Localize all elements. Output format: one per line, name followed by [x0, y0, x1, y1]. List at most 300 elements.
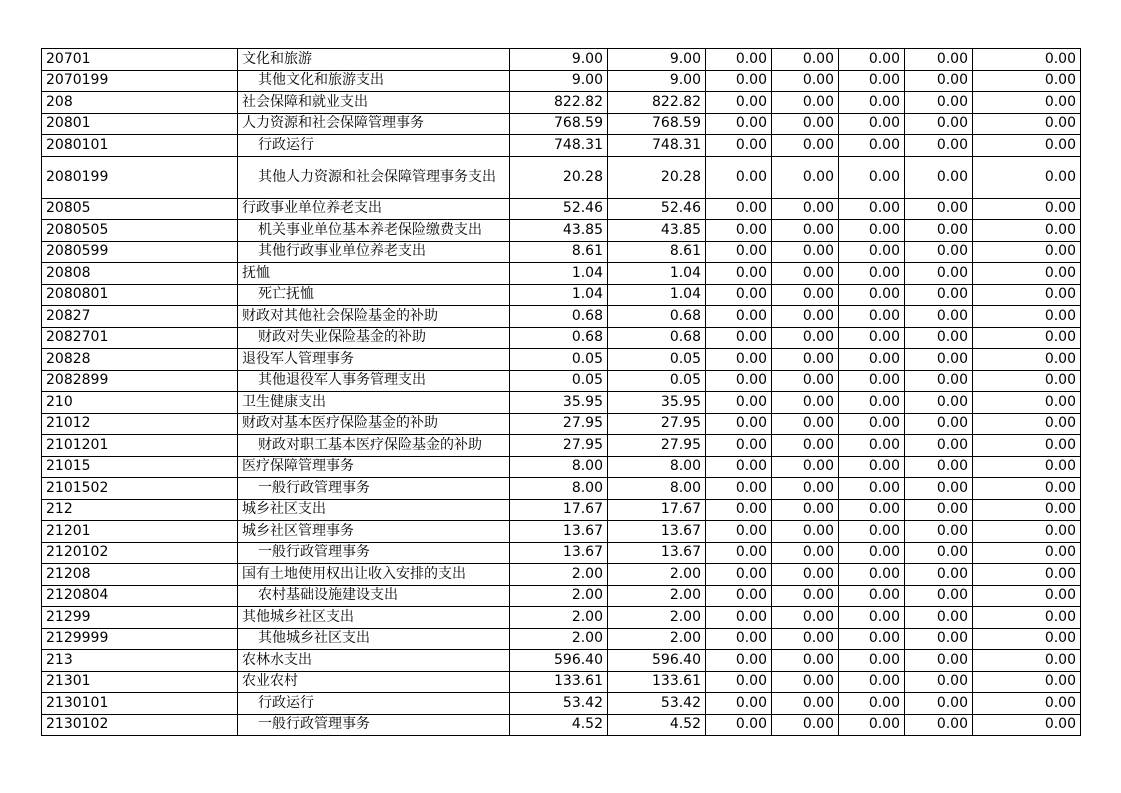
amount-cell: 52.46: [510, 198, 608, 220]
amount-cell: 8.00: [608, 478, 706, 500]
subject-code-cell: 2080801: [42, 284, 238, 306]
amount-cell: 4.52: [510, 714, 608, 736]
amount-cell: 0.00: [706, 327, 772, 349]
amount-cell: 133.61: [510, 671, 608, 693]
amount-cell: 0.00: [905, 542, 973, 564]
amount-cell: 0.00: [706, 135, 772, 157]
amount-cell: 27.95: [608, 435, 706, 457]
table-row: [42, 92, 1081, 114]
amount-cell: 0.00: [839, 92, 905, 114]
amount-cell: 4.52: [608, 714, 706, 736]
amount-cell: 8.61: [608, 241, 706, 263]
subject-name-cell: 行政运行: [238, 135, 510, 157]
amount-cell: 0.00: [905, 306, 973, 328]
subject-code-cell: 2080505: [42, 220, 238, 242]
subject-code-cell: 2070199: [42, 70, 238, 92]
amount-cell: 0.00: [706, 306, 772, 328]
subject-code-cell: 2101502: [42, 478, 238, 500]
amount-cell: 0.00: [706, 456, 772, 478]
subject-code-cell: 20828: [42, 349, 238, 371]
subject-code-cell: 20701: [42, 49, 238, 71]
amount-cell: 27.95: [608, 413, 706, 435]
amount-cell: 0.00: [772, 628, 839, 650]
amount-cell: 9.00: [608, 70, 706, 92]
amount-cell: 0.00: [706, 607, 772, 629]
subject-code-cell: 21012: [42, 413, 238, 435]
amount-cell: 0.00: [839, 585, 905, 607]
amount-cell: 0.00: [905, 413, 973, 435]
table-row: [42, 49, 1081, 71]
amount-cell: 0.05: [510, 349, 608, 371]
table-row: [42, 499, 1081, 521]
table-row: [42, 113, 1081, 135]
amount-cell: 0.00: [839, 220, 905, 242]
amount-cell: 0.00: [905, 693, 973, 715]
amount-cell: 0.00: [973, 499, 1081, 521]
subject-name-cell: 一般行政管理事务: [238, 478, 510, 500]
amount-cell: 0.00: [706, 49, 772, 71]
table-row: [42, 456, 1081, 478]
subject-name-cell: 财政对失业保险基金的补助: [238, 327, 510, 349]
table-row: [42, 349, 1081, 371]
budget-table-body: [42, 49, 1081, 736]
subject-name-cell: 卫生健康支出: [238, 392, 510, 414]
amount-cell: 0.00: [973, 156, 1081, 198]
amount-cell: 17.67: [608, 499, 706, 521]
amount-cell: 822.82: [510, 92, 608, 114]
amount-cell: 0.00: [973, 456, 1081, 478]
amount-cell: 2.00: [608, 607, 706, 629]
amount-cell: 0.00: [706, 671, 772, 693]
table-row: [42, 413, 1081, 435]
amount-cell: 0.00: [839, 284, 905, 306]
amount-cell: 0.00: [706, 284, 772, 306]
amount-cell: 9.00: [510, 49, 608, 71]
table-row: [42, 478, 1081, 500]
subject-name-cell: 行政事业单位养老支出: [238, 198, 510, 220]
amount-cell: 0.00: [973, 478, 1081, 500]
subject-code-cell: 21301: [42, 671, 238, 693]
amount-cell: 27.95: [510, 435, 608, 457]
amount-cell: 0.00: [772, 113, 839, 135]
amount-cell: 0.00: [706, 370, 772, 392]
table-row: [42, 671, 1081, 693]
table-row: [42, 435, 1081, 457]
amount-cell: 0.00: [772, 49, 839, 71]
amount-cell: 17.67: [510, 499, 608, 521]
amount-cell: 0.00: [839, 156, 905, 198]
amount-cell: 0.00: [839, 263, 905, 285]
amount-cell: 0.00: [973, 542, 1081, 564]
amount-cell: 0.00: [772, 263, 839, 285]
subject-code-cell: 2130101: [42, 693, 238, 715]
amount-cell: 596.40: [608, 650, 706, 672]
amount-cell: 0.00: [839, 693, 905, 715]
subject-code-cell: 2082701: [42, 327, 238, 349]
amount-cell: 0.00: [706, 70, 772, 92]
amount-cell: 0.00: [772, 607, 839, 629]
amount-cell: 0.00: [973, 198, 1081, 220]
amount-cell: 0.00: [839, 542, 905, 564]
amount-cell: 35.95: [510, 392, 608, 414]
table-row: [42, 241, 1081, 263]
amount-cell: 8.00: [510, 456, 608, 478]
amount-cell: 0.00: [706, 349, 772, 371]
amount-cell: 0.00: [905, 349, 973, 371]
table-row: [42, 607, 1081, 629]
amount-cell: 0.00: [973, 113, 1081, 135]
subject-name-cell: 国有土地使用权出让收入安排的支出: [238, 564, 510, 586]
table-row: [42, 370, 1081, 392]
amount-cell: 2.00: [510, 564, 608, 586]
amount-cell: 0.00: [772, 135, 839, 157]
amount-cell: 0.00: [839, 198, 905, 220]
amount-cell: 0.00: [839, 413, 905, 435]
amount-cell: 0.05: [510, 370, 608, 392]
amount-cell: 0.00: [839, 49, 905, 71]
subject-code-cell: 2120804: [42, 585, 238, 607]
amount-cell: 0.00: [706, 693, 772, 715]
amount-cell: 13.67: [608, 521, 706, 543]
amount-cell: 822.82: [608, 92, 706, 114]
amount-cell: 0.00: [706, 650, 772, 672]
subject-name-cell: 财政对基本医疗保险基金的补助: [238, 413, 510, 435]
subject-code-cell: 2101201: [42, 435, 238, 457]
amount-cell: 748.31: [608, 135, 706, 157]
amount-cell: 0.00: [973, 607, 1081, 629]
subject-name-cell: 死亡抚恤: [238, 284, 510, 306]
subject-name-cell: 机关事业单位基本养老保险缴费支出: [238, 220, 510, 242]
amount-cell: 0.00: [706, 198, 772, 220]
amount-cell: 0.00: [706, 413, 772, 435]
subject-code-cell: 20827: [42, 306, 238, 328]
amount-cell: 0.00: [973, 585, 1081, 607]
amount-cell: 2.00: [510, 585, 608, 607]
subject-code-cell: 2120102: [42, 542, 238, 564]
amount-cell: 20.28: [510, 156, 608, 198]
amount-cell: 0.00: [905, 650, 973, 672]
amount-cell: 0.00: [772, 435, 839, 457]
table-row: [42, 585, 1081, 607]
amount-cell: 0.00: [839, 113, 905, 135]
subject-name-cell: 退役军人管理事务: [238, 349, 510, 371]
amount-cell: 0.00: [905, 607, 973, 629]
amount-cell: 0.00: [772, 542, 839, 564]
amount-cell: 0.00: [839, 478, 905, 500]
amount-cell: 0.00: [839, 650, 905, 672]
table-row: [42, 284, 1081, 306]
amount-cell: 20.28: [608, 156, 706, 198]
amount-cell: 0.00: [839, 392, 905, 414]
amount-cell: 0.00: [973, 49, 1081, 71]
amount-cell: 0.00: [839, 671, 905, 693]
amount-cell: 0.00: [905, 220, 973, 242]
subject-code-cell: 2129999: [42, 628, 238, 650]
subject-name-cell: 其他行政事业单位养老支出: [238, 241, 510, 263]
amount-cell: 1.04: [608, 263, 706, 285]
amount-cell: 0.00: [905, 714, 973, 736]
amount-cell: 0.00: [905, 241, 973, 263]
amount-cell: 0.00: [772, 70, 839, 92]
amount-cell: 0.00: [772, 198, 839, 220]
subject-name-cell: 其他人力资源和社会保障管理事务支出: [238, 156, 510, 198]
amount-cell: 0.00: [973, 521, 1081, 543]
table-row: [42, 392, 1081, 414]
subject-code-cell: 20808: [42, 263, 238, 285]
amount-cell: 0.00: [973, 306, 1081, 328]
subject-code-cell: 210: [42, 392, 238, 414]
amount-cell: 0.00: [905, 585, 973, 607]
amount-cell: 0.00: [905, 671, 973, 693]
amount-cell: 0.00: [706, 478, 772, 500]
amount-cell: 53.42: [608, 693, 706, 715]
subject-name-cell: 城乡社区管理事务: [238, 521, 510, 543]
amount-cell: 0.68: [608, 306, 706, 328]
amount-cell: 0.05: [608, 370, 706, 392]
amount-cell: 0.00: [905, 370, 973, 392]
amount-cell: 9.00: [608, 49, 706, 71]
amount-cell: 0.00: [973, 327, 1081, 349]
amount-cell: 0.05: [608, 349, 706, 371]
amount-cell: 0.00: [706, 714, 772, 736]
amount-cell: 0.00: [973, 714, 1081, 736]
amount-cell: 0.68: [608, 327, 706, 349]
amount-cell: 0.00: [706, 156, 772, 198]
subject-name-cell: 其他城乡社区支出: [238, 607, 510, 629]
subject-code-cell: 2080599: [42, 241, 238, 263]
amount-cell: 0.00: [973, 370, 1081, 392]
amount-cell: 35.95: [608, 392, 706, 414]
subject-code-cell: 2130102: [42, 714, 238, 736]
amount-cell: 0.00: [973, 92, 1081, 114]
amount-cell: 0.00: [772, 284, 839, 306]
amount-cell: 0.00: [973, 628, 1081, 650]
table-row: [42, 70, 1081, 92]
amount-cell: 0.00: [772, 241, 839, 263]
amount-cell: 0.00: [772, 220, 839, 242]
table-row: [42, 628, 1081, 650]
amount-cell: 0.00: [772, 413, 839, 435]
subject-name-cell: 行政运行: [238, 693, 510, 715]
amount-cell: 0.00: [905, 456, 973, 478]
amount-cell: 0.00: [772, 650, 839, 672]
amount-cell: 0.00: [905, 156, 973, 198]
table-row: [42, 693, 1081, 715]
table-row: [42, 564, 1081, 586]
amount-cell: 0.00: [839, 435, 905, 457]
amount-cell: 0.00: [839, 327, 905, 349]
amount-cell: 0.00: [772, 349, 839, 371]
amount-cell: 0.00: [706, 392, 772, 414]
amount-cell: 0.00: [905, 564, 973, 586]
amount-cell: 0.00: [772, 306, 839, 328]
amount-cell: 2.00: [510, 607, 608, 629]
amount-cell: 0.00: [905, 70, 973, 92]
amount-cell: 0.00: [905, 263, 973, 285]
amount-cell: 0.00: [706, 220, 772, 242]
amount-cell: 768.59: [608, 113, 706, 135]
subject-name-cell: 其他文化和旅游支出: [238, 70, 510, 92]
amount-cell: 133.61: [608, 671, 706, 693]
amount-cell: 0.00: [706, 113, 772, 135]
amount-cell: 0.00: [905, 521, 973, 543]
amount-cell: 0.00: [772, 478, 839, 500]
amount-cell: 0.00: [839, 456, 905, 478]
subject-code-cell: 20801: [42, 113, 238, 135]
subject-code-cell: 208: [42, 92, 238, 114]
amount-cell: 0.00: [973, 650, 1081, 672]
amount-cell: 0.00: [706, 499, 772, 521]
amount-cell: 0.68: [510, 327, 608, 349]
subject-name-cell: 城乡社区支出: [238, 499, 510, 521]
table-row: [42, 306, 1081, 328]
amount-cell: 2.00: [510, 628, 608, 650]
table-row: [42, 650, 1081, 672]
amount-cell: 0.00: [772, 564, 839, 586]
amount-cell: 0.00: [973, 284, 1081, 306]
amount-cell: 0.00: [839, 607, 905, 629]
subject-name-cell: 一般行政管理事务: [238, 714, 510, 736]
table-row: [42, 135, 1081, 157]
amount-cell: 0.00: [772, 521, 839, 543]
amount-cell: 0.00: [905, 435, 973, 457]
table-row: [42, 327, 1081, 349]
amount-cell: 0.00: [706, 435, 772, 457]
amount-cell: 0.00: [973, 671, 1081, 693]
amount-cell: 27.95: [510, 413, 608, 435]
amount-cell: 0.00: [839, 628, 905, 650]
amount-cell: 0.00: [973, 263, 1081, 285]
amount-cell: 0.00: [839, 70, 905, 92]
subject-name-cell: 抚恤: [238, 263, 510, 285]
amount-cell: 13.67: [510, 521, 608, 543]
amount-cell: 0.00: [839, 306, 905, 328]
amount-cell: 596.40: [510, 650, 608, 672]
amount-cell: 53.42: [510, 693, 608, 715]
amount-cell: 0.00: [839, 564, 905, 586]
amount-cell: 8.00: [608, 456, 706, 478]
subject-name-cell: 农业农村: [238, 671, 510, 693]
amount-cell: 43.85: [510, 220, 608, 242]
amount-cell: 768.59: [510, 113, 608, 135]
subject-code-cell: 2080199: [42, 156, 238, 198]
amount-cell: 0.00: [905, 92, 973, 114]
amount-cell: 0.00: [905, 284, 973, 306]
amount-cell: 0.00: [973, 564, 1081, 586]
amount-cell: 43.85: [608, 220, 706, 242]
amount-cell: 0.00: [706, 628, 772, 650]
amount-cell: 2.00: [608, 628, 706, 650]
amount-cell: 0.00: [905, 392, 973, 414]
amount-cell: 0.00: [839, 241, 905, 263]
amount-cell: 0.00: [905, 113, 973, 135]
amount-cell: 0.00: [973, 349, 1081, 371]
amount-cell: 0.00: [973, 241, 1081, 263]
amount-cell: 0.00: [706, 521, 772, 543]
subject-name-cell: 人力资源和社会保障管理事务: [238, 113, 510, 135]
amount-cell: 1.04: [608, 284, 706, 306]
amount-cell: 0.00: [905, 478, 973, 500]
amount-cell: 1.04: [510, 263, 608, 285]
subject-name-cell: 一般行政管理事务: [238, 542, 510, 564]
amount-cell: 1.04: [510, 284, 608, 306]
subject-code-cell: 21015: [42, 456, 238, 478]
amount-cell: 0.00: [706, 241, 772, 263]
subject-name-cell: 医疗保障管理事务: [238, 456, 510, 478]
amount-cell: 0.00: [905, 135, 973, 157]
subject-name-cell: 文化和旅游: [238, 49, 510, 71]
subject-code-cell: 20805: [42, 198, 238, 220]
amount-cell: 0.00: [839, 521, 905, 543]
amount-cell: 0.00: [772, 714, 839, 736]
subject-name-cell: 其他城乡社区支出: [238, 628, 510, 650]
amount-cell: 52.46: [608, 198, 706, 220]
subject-code-cell: 21201: [42, 521, 238, 543]
amount-cell: 0.00: [839, 499, 905, 521]
amount-cell: 0.00: [772, 499, 839, 521]
subject-code-cell: 212: [42, 499, 238, 521]
amount-cell: 0.00: [839, 349, 905, 371]
amount-cell: 0.00: [973, 413, 1081, 435]
subject-name-cell: 农林水支出: [238, 650, 510, 672]
amount-cell: 8.00: [510, 478, 608, 500]
table-row: [42, 521, 1081, 543]
amount-cell: 0.00: [839, 370, 905, 392]
amount-cell: 0.00: [973, 135, 1081, 157]
amount-cell: 0.00: [772, 327, 839, 349]
amount-cell: 0.00: [905, 628, 973, 650]
amount-cell: 0.00: [772, 370, 839, 392]
amount-cell: 0.00: [973, 693, 1081, 715]
subject-code-cell: 21208: [42, 564, 238, 586]
amount-cell: 0.00: [973, 435, 1081, 457]
amount-cell: 0.00: [905, 327, 973, 349]
table-row: [42, 714, 1081, 736]
amount-cell: 9.00: [510, 70, 608, 92]
amount-cell: 0.00: [706, 263, 772, 285]
amount-cell: 0.00: [706, 564, 772, 586]
amount-cell: 0.00: [973, 392, 1081, 414]
subject-code-cell: 2080101: [42, 135, 238, 157]
amount-cell: 748.31: [510, 135, 608, 157]
amount-cell: 0.00: [839, 714, 905, 736]
subject-name-cell: 财政对其他社会保险基金的补助: [238, 306, 510, 328]
amount-cell: 0.00: [973, 220, 1081, 242]
amount-cell: 0.00: [772, 693, 839, 715]
table-row: [42, 220, 1081, 242]
amount-cell: 0.00: [905, 499, 973, 521]
amount-cell: 0.00: [772, 392, 839, 414]
amount-cell: 2.00: [608, 585, 706, 607]
budget-table: [41, 48, 1081, 736]
amount-cell: 0.00: [973, 70, 1081, 92]
subject-name-cell: 社会保障和就业支出: [238, 92, 510, 114]
amount-cell: 0.00: [772, 671, 839, 693]
subject-code-cell: 21299: [42, 607, 238, 629]
amount-cell: 0.68: [510, 306, 608, 328]
amount-cell: 13.67: [510, 542, 608, 564]
amount-cell: 8.61: [510, 241, 608, 263]
amount-cell: 13.67: [608, 542, 706, 564]
amount-cell: 2.00: [608, 564, 706, 586]
amount-cell: 0.00: [706, 542, 772, 564]
subject-name-cell: 其他退役军人事务管理支出: [238, 370, 510, 392]
table-row: [42, 198, 1081, 220]
table-row: [42, 542, 1081, 564]
amount-cell: 0.00: [772, 456, 839, 478]
amount-cell: 0.00: [905, 49, 973, 71]
subject-name-cell: 财政对职工基本医疗保险基金的补助: [238, 435, 510, 457]
